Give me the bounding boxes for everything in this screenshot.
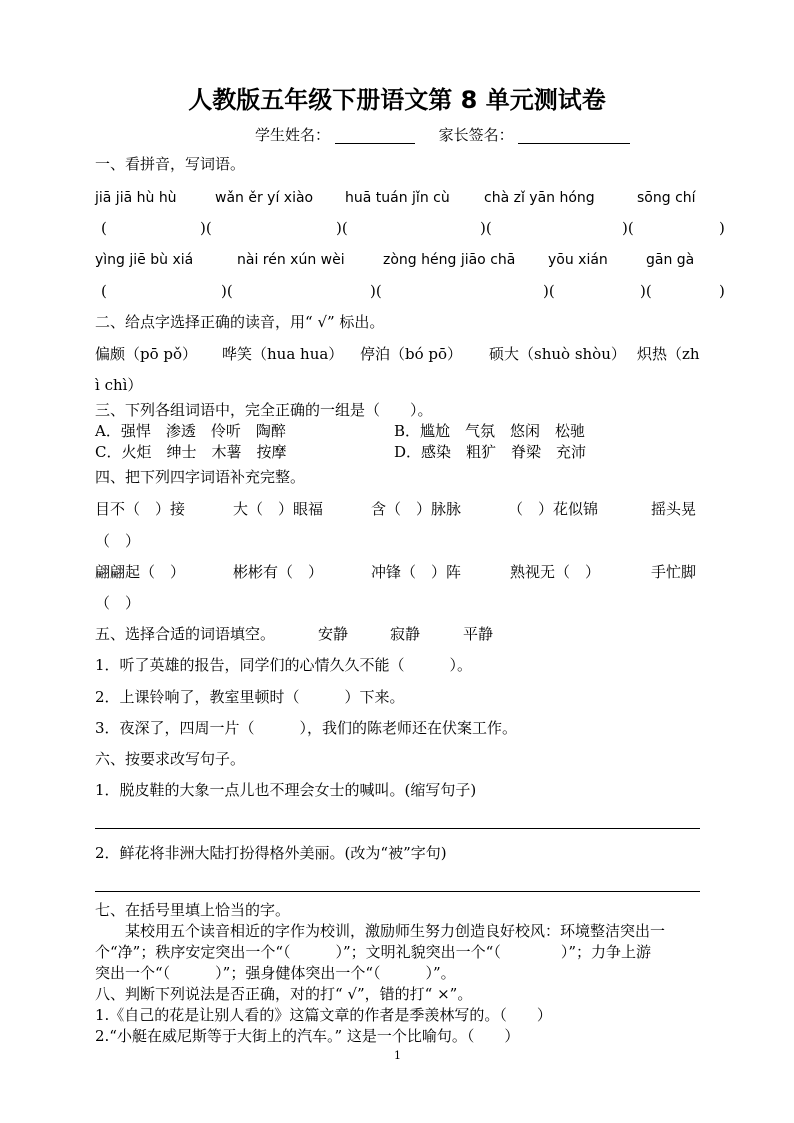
idiom-item: 翩翩起（ ）: [95, 563, 186, 581]
answer-bracket: )(: [640, 282, 652, 300]
word-choice: 平静: [463, 625, 494, 643]
word-choice: 寂静: [390, 625, 421, 643]
idiom-item: （ ）花似锦: [508, 500, 599, 518]
pinyin-item: chà zǐ yān hóng: [484, 190, 595, 206]
answer-bracket: ): [719, 219, 725, 237]
pinyin-item: jiā jiā hù hù: [95, 190, 177, 206]
page-title: 人教版五年级下册语文第 8 单元测试卷: [188, 86, 606, 114]
reading-item-cont: ì chì）: [95, 376, 143, 394]
word-choice: 安静: [318, 625, 349, 643]
choice-d: D．感染 粗犷 脊梁 充沛: [394, 443, 587, 461]
answer-bracket: )(: [200, 219, 212, 237]
student-name-field[interactable]: [335, 128, 415, 144]
answer-bracket: )(: [336, 219, 348, 237]
pinyin-item: huā tuán jǐn cù: [345, 190, 450, 206]
choice-c: C．火炬 绅士 木薯 按摩: [95, 443, 287, 461]
pinyin-item: yìng jiē bù xiá: [95, 252, 194, 268]
pinyin-item: nài rén xún wèi: [237, 252, 345, 268]
page-number: 1: [394, 1049, 401, 1062]
answer-line[interactable]: [95, 828, 700, 829]
answer-bracket: (: [101, 219, 107, 237]
fill-question: 3．夜深了，四周一片（ ），我们的陈老师还在伏案工作。: [95, 719, 518, 737]
rewrite-question: 2．鲜花将非洲大陆打扮得格外美丽。(改为“被”字句): [95, 844, 447, 862]
paragraph-line: 某校用五个读音相近的字作为校训，激励师生努力创造良好校风：环境整洁突出一: [125, 922, 666, 940]
idiom-item-cont: （ ）: [95, 532, 141, 550]
reading-item: 停泊（bó pō）: [360, 345, 463, 363]
reading-item: 偏颇（pō pǒ）: [95, 345, 198, 363]
answer-bracket: )(: [543, 282, 555, 300]
idiom-item-cont: （ ）: [95, 594, 141, 612]
idiom-item: 彬彬有（ ）: [233, 563, 324, 581]
answer-bracket: )(: [370, 282, 382, 300]
pinyin-item: wǎn ěr yí xiào: [215, 190, 314, 206]
rewrite-question: 1．脱皮鞋的大象一点儿也不理会女士的喊叫。(缩写句子): [95, 781, 477, 799]
idiom-item: 大（ ）眼福: [233, 500, 324, 518]
reading-item: 硕大（shuò shòu）: [489, 345, 626, 363]
idiom-item: 熟视无（ ）: [510, 563, 601, 581]
fill-question: 1．听了英雄的报告，同学们的心情久久不能（ ）。: [95, 656, 473, 674]
reading-item: 炽热（zh: [637, 345, 700, 363]
parent-signature-label: 家长签名：: [438, 126, 514, 144]
answer-line[interactable]: [95, 891, 700, 892]
fill-question: 2．上课铃响了，教室里顿时（ ）下来。: [95, 688, 405, 706]
section-3-heading: 三、下列各组词语中，完全正确的一组是（ ）。: [95, 401, 433, 419]
parent-signature-field[interactable]: [518, 128, 630, 144]
pinyin-item: zòng héng jiāo chā: [383, 252, 516, 268]
judge-question: 1.《自己的花是让别人看的》这篇文章的作者是季羡林写的。（ ）: [95, 1006, 552, 1024]
section-8-heading: 八、判断下列说法是否正确，对的打“ √”，错的打“ ×”。: [95, 985, 473, 1003]
answer-bracket: )(: [480, 219, 492, 237]
answer-bracket: )(: [221, 282, 233, 300]
idiom-item: 目不（ ）接: [95, 500, 186, 518]
section-1-heading: 一、看拼音，写词语。: [95, 155, 246, 173]
student-name-label: 学生姓名：: [255, 126, 331, 144]
idiom-item: 手忙脚: [651, 563, 697, 581]
answer-bracket: )(: [622, 219, 634, 237]
section-7-heading: 七、在括号里填上恰当的字。: [95, 901, 291, 919]
section-5-heading: 五、选择合适的词语填空。: [95, 625, 276, 643]
pinyin-item: sōng chí: [637, 190, 696, 206]
section-4-heading: 四、把下列四字词语补充完整。: [95, 468, 306, 486]
answer-bracket: ): [719, 282, 725, 300]
answer-bracket: (: [101, 282, 107, 300]
choice-b: B．尴尬 气氛 悠闲 松驰: [394, 422, 586, 440]
signature-line: [255, 126, 630, 144]
pinyin-item: gān gà: [646, 252, 695, 268]
choice-a: A．强悍 渗透 伶听 陶醉: [95, 422, 286, 440]
paragraph-line: 个“净”；秩序安定突出一个“（ ）”；文明礼貌突出一个“（ ）”；力争上游: [95, 943, 652, 961]
idiom-item: 冲锋（ ）阵: [371, 563, 462, 581]
paragraph-line: 突出一个“（ ）”；强身健体突出一个“（ ）”。: [95, 964, 456, 982]
idiom-item: 摇头晃: [651, 500, 697, 518]
judge-question: 2.“小艇在威尼斯等于大街上的汽车。” 这是一个比喻句。（ ）: [95, 1027, 520, 1045]
idiom-item: 含（ ）脉脉: [371, 500, 462, 518]
reading-item: 哗笑（hua hua）: [222, 345, 344, 363]
section-6-heading: 六、按要求改写句子。: [95, 750, 246, 768]
section-2-heading: 二、给点字选择正确的读音，用“ √” 标出。: [95, 313, 385, 331]
pinyin-item: yōu xián: [548, 252, 608, 268]
